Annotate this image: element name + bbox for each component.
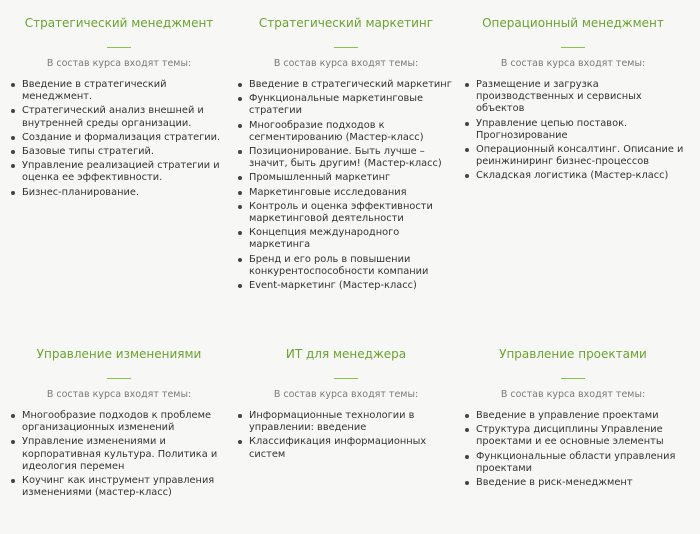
course-card-it-for-managers: [235, 347, 457, 463]
topics-subtitle: В состав курса входят темы:: [500, 389, 646, 400]
list-item: Функциональные области управления проектами: [476, 451, 684, 475]
course-card-strategic-management: [8, 16, 230, 201]
list-item: Функциональные маркетинговые стратегии: [249, 93, 457, 117]
list-item: Операционный консалтинг. Описание и реинжиниринг бизнес-процессов: [476, 144, 684, 168]
title-divider: [107, 47, 131, 48]
list-item: Управление цепью поставок. Прогнозирование: [476, 118, 684, 142]
course-title[interactable]: Операционный менеджмент: [482, 16, 664, 30]
list-item: Коучинг как инструмент управления изменениями (мастер-класс): [22, 475, 230, 499]
title-divider: [334, 47, 358, 48]
topics-subtitle: В состав курса входят темы:: [273, 58, 419, 69]
topics-subtitle: В состав курса входят темы:: [46, 58, 192, 69]
topics-list: [235, 410, 457, 461]
list-item: Позиционирование. Быть лучше – значит, быть другим! (Мастер-класс): [249, 146, 457, 170]
list-item: Event-маркетинг (Мастер-класс): [249, 280, 457, 292]
list-item: Введение в стратегический менеджмент.: [22, 79, 230, 103]
list-item: Концепция международного маркетинга: [249, 227, 457, 251]
list-item: Создание и формализация стратегии.: [22, 132, 230, 144]
list-item: Классификация информационных систем: [249, 436, 457, 460]
list-item: Многообразие подходов к сегментированию (Мастер-класс): [249, 120, 457, 144]
list-item: Промышленный маркетинг: [249, 172, 457, 184]
topics-subtitle: В состав курса входят темы:: [46, 389, 192, 400]
list-item: Введение в стратегический маркетинг: [249, 79, 457, 91]
course-title[interactable]: ИТ для менеджера: [285, 347, 407, 361]
list-item: Введение в риск-менеджмент: [476, 477, 684, 489]
title-divider: [561, 378, 585, 379]
course-card-change-management: [8, 347, 230, 501]
course-card-project-management: [462, 347, 684, 491]
topics-list: [462, 79, 684, 183]
course-card-operations-management: [462, 16, 684, 185]
list-item: Введение в управление проектами: [476, 410, 684, 422]
list-item: Информационные технологии в управлении: введение: [249, 410, 457, 434]
course-title[interactable]: Управление изменениями: [36, 347, 202, 361]
topics-list: [235, 79, 457, 292]
course-title[interactable]: Стратегический маркетинг: [258, 16, 434, 30]
topics-subtitle: В состав курса входят темы:: [273, 389, 419, 400]
list-item: Многообразие подходов к проблеме организационных изменений: [22, 410, 230, 434]
topics-subtitle: В состав курса входят темы:: [500, 58, 646, 69]
list-item: Базовые типы стратегий.: [22, 146, 230, 158]
list-item: Маркетинговые исследования: [249, 187, 457, 199]
title-divider: [334, 378, 358, 379]
list-item: Управление изменениями и корпоративная культура. Политика и идеология перемен: [22, 436, 230, 473]
title-divider: [107, 378, 131, 379]
list-item: Управление реализацией стратегии и оценка ее эффективности.: [22, 160, 230, 184]
course-title[interactable]: Управление проектами: [499, 347, 647, 361]
list-item: Складская логистика (Мастер-класс): [476, 170, 684, 182]
list-item: Бренд и его роль в повышении конкурентоспособности компании: [249, 254, 457, 278]
title-divider: [561, 47, 585, 48]
course-title[interactable]: Стратегический менеджмент: [24, 16, 214, 30]
list-item: Размещение и загрузка производственных и сервисных объектов: [476, 79, 684, 116]
list-item: Стратегический анализ внешней и внутренней среды организации.: [22, 105, 230, 129]
course-card-strategic-marketing: [235, 16, 457, 294]
topics-list: [8, 79, 230, 199]
list-item: Контроль и оценка эффективности маркетинговой деятельности: [249, 201, 457, 225]
list-item: Бизнес-планирование.: [22, 187, 230, 199]
list-item: Структура дисциплины Управление проектами и ее основные элементы: [476, 424, 684, 448]
topics-list: [462, 410, 684, 489]
topics-list: [8, 410, 230, 499]
